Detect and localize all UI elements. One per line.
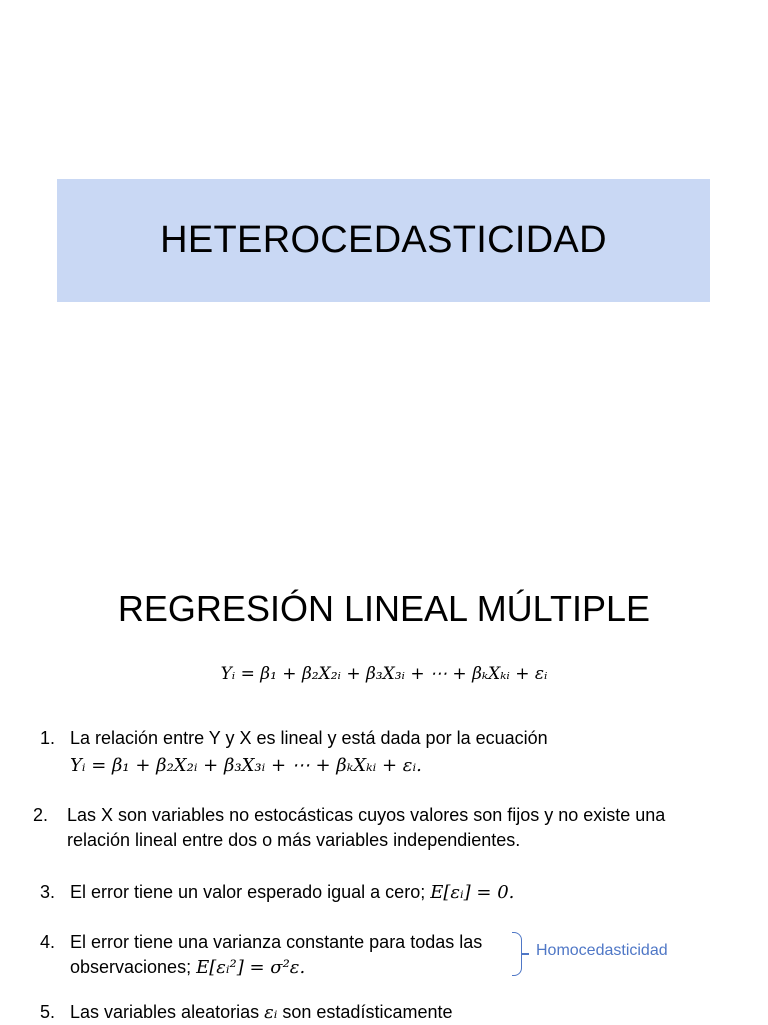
item-text: Las variables aleatorias [70,1002,265,1022]
item-number: 3. [40,882,56,902]
item-text: El error tiene un valor esperado igual a cero; [70,882,431,902]
page-title: HETEROCEDASTICIDAD [160,219,607,261]
main-equation: Yᵢ = β₁ + β₂X₂ᵢ + β₃X₃ᵢ + ⋯ + βₖXₖᵢ + εᵢ [220,664,548,684]
item-text-line2: relación lineal entre dos o más variables independientes. [67,830,521,850]
side-note-homocedasticidad: Homocedasticidad [536,942,668,959]
item-equation: E[εᵢ²] = σ²ε. [196,957,306,978]
section-heading: REGRESIÓN LINEAL MÚLTIPLE [117,588,651,629]
item-text-end: son estadísticamente [277,1002,453,1022]
item-equation: E[εᵢ] = 0. [430,882,515,903]
item-equation: Yᵢ = β₁ + β₂X₂ᵢ + β₃X₃ᵢ + ⋯ + βₖXₖᵢ + εᵢ. [70,755,422,776]
item-text-line2: observaciones; [70,957,197,977]
item-number: 5. [40,1002,56,1022]
brace-tick [521,953,529,955]
title-banner [57,179,710,302]
item-number: 2. [33,805,49,825]
item-equation: εᵢ [264,1002,278,1023]
item-number: 4. [40,932,56,952]
item-text: La relación entre Y y X es lineal y está dada por la ecuación [70,728,548,748]
item-text-line1: Las X son variables no estocásticas cuyos valores son fijos y no existe una [67,805,666,825]
item-number: 1. [40,728,56,748]
item-text-line1: El error tiene una varianza constante para todas las [70,932,483,952]
